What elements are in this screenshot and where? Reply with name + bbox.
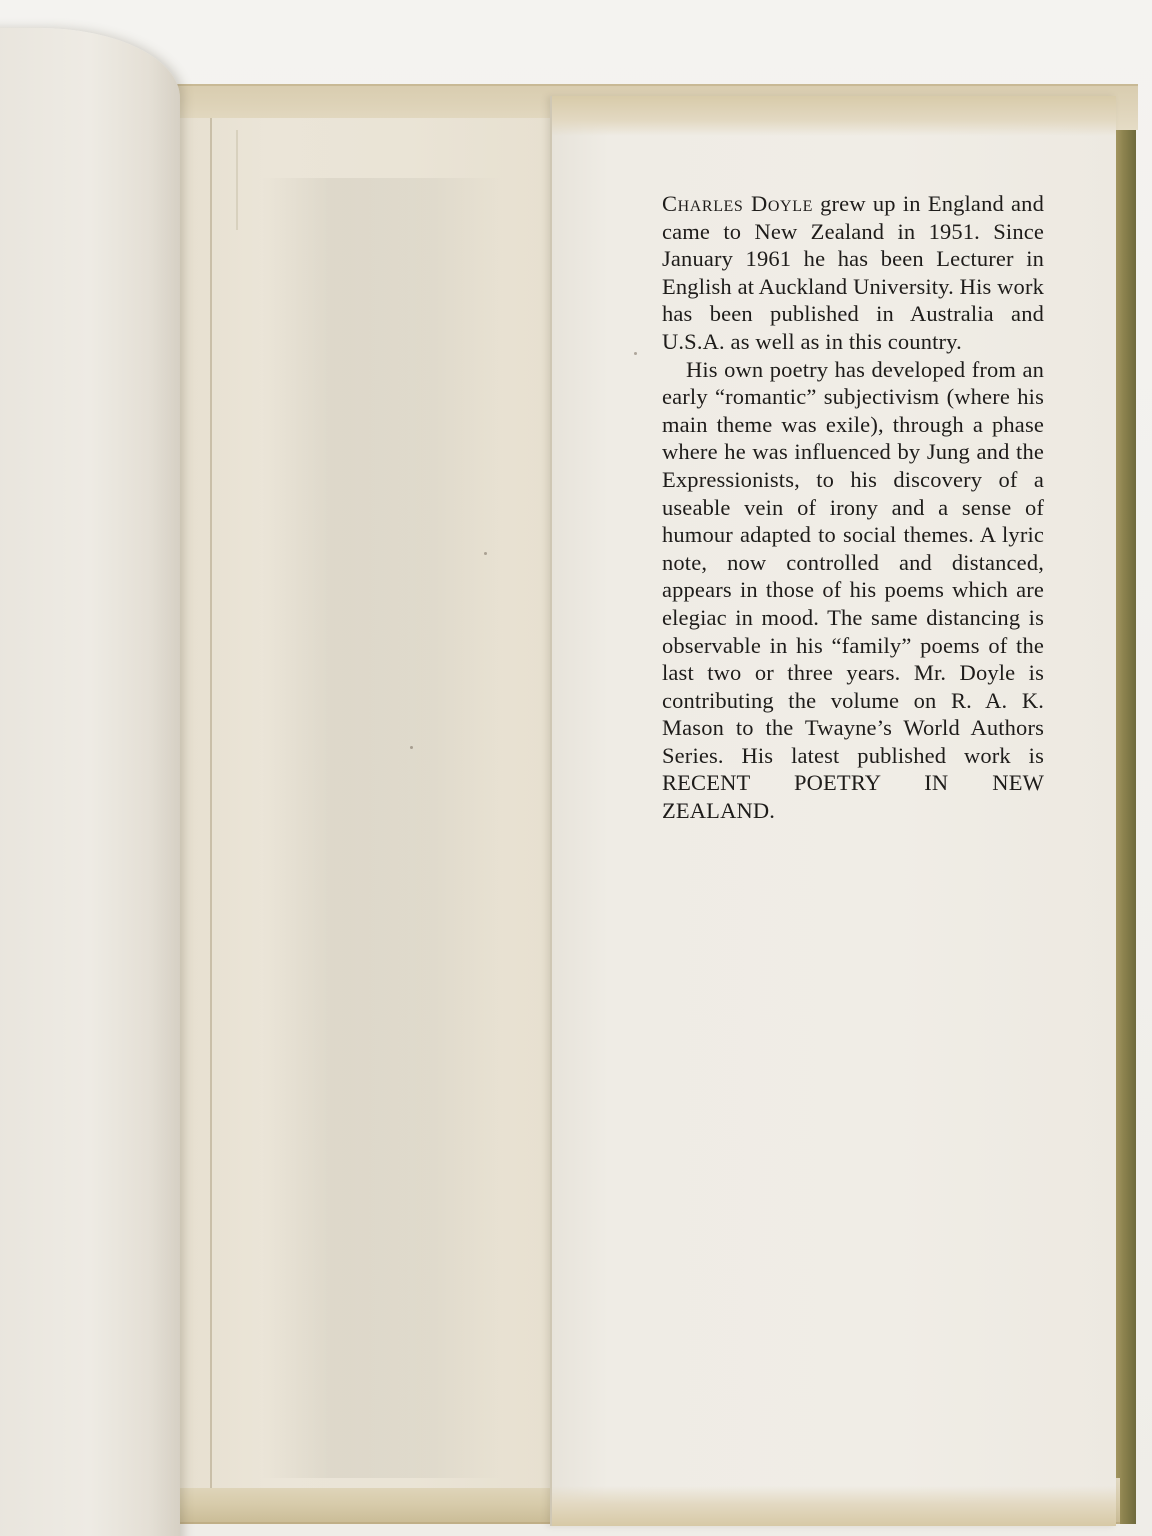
flap-bottom-discoloration: [552, 1486, 1116, 1526]
author-name: Charles Doyle: [662, 191, 813, 216]
paper-speck: [410, 746, 413, 749]
hinge-crease: [210, 118, 212, 1488]
left-book-page: [0, 28, 180, 1536]
author-bio: [662, 190, 1044, 825]
paper-speck: [634, 352, 637, 355]
bio-paragraph-2: His own poetry has developed from an early “romantic” subjectivism (where his main theme was exile), through a phase where he was influenced by Jung and the Expressionists, to his discovery of a useable vein of irony and a sense of humour adapted to social themes. A lyric note, now controlled and distanced, appears in those of his poems which are elegiac in mood. The same distancing is observable in his “family” poems of the last two or three years. Mr. Doyle is contributing the volume on R. A. K. Mason to the Twayne’s World Authors Series. His latest published work is RECENT POETRY IN NEW ZEALAND.: [662, 356, 1044, 824]
inner-pastedown: [170, 118, 552, 1488]
paper-speck: [484, 552, 487, 555]
bio-paragraph-1-text: grew up in England and came to New Zealand in 1951. Since January 1961 he has been Lecturer in English at Auckland University. His work has been published in Australia and U.S.A. as well as in this country.: [662, 191, 1044, 354]
flap-top-discoloration: [552, 96, 1116, 136]
pastedown-shadow: [262, 178, 502, 1478]
hinge-crease: [236, 130, 238, 230]
bio-paragraph-1: [662, 190, 1044, 356]
